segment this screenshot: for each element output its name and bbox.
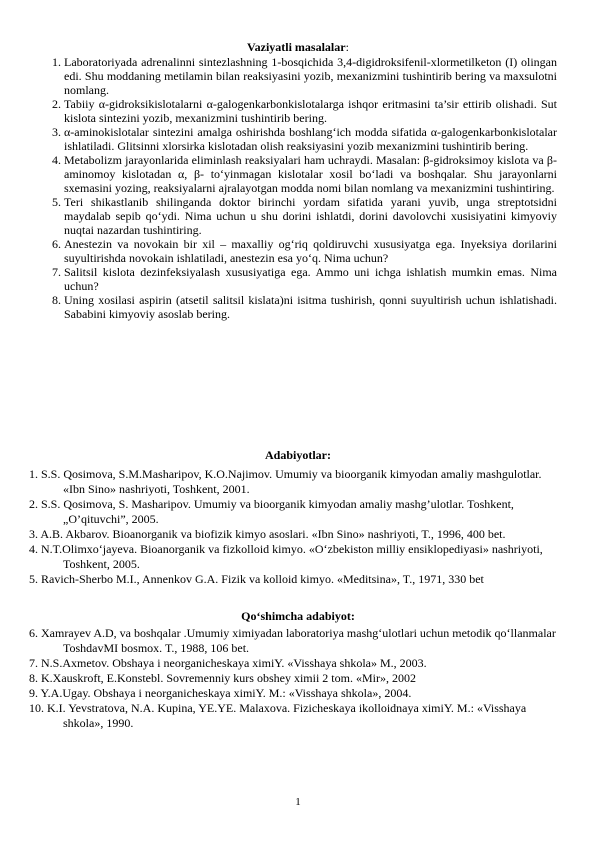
task-text: Anestezin va novokain bir xil – maxalliy og‘riq qoldiruvchi xususiyatga ega. Inyeksiya dorilarini suyultirishda novokain ishlatiladi, anestezin esa yo‘q. Nima uchun? bbox=[64, 237, 557, 265]
task-text: α-aminokislotalar sintezini amalga oshirishda boshlang‘ich modda sifatida α-galogenkarbonkislotalar ishlatiladi. Glitsinni xlorsirka kislotadan olish reaksiyasini yozib mexanizmini tushintirib bering. bbox=[64, 125, 557, 153]
extra-references-heading: Qo‘shimcha adabiyot: bbox=[241, 609, 355, 623]
task-text: Laboratoriyada adrenalinni sintezlashning 1-bosqichida 3,4-digidroksifenil-xlormetilketon (I) olingan edi. Shu moddaning metilamin bilan reaksiyasini yozib, mexanizmini tushintirib bering va maxsulotni nomlang. bbox=[64, 55, 557, 97]
tasks-heading-colon: : bbox=[345, 40, 349, 54]
references-heading: Adabiyotlar: bbox=[265, 448, 331, 462]
task-item bbox=[37, 293, 557, 321]
references-list bbox=[29, 467, 559, 587]
task-item bbox=[37, 265, 557, 293]
reference-item: 4. N.T.Olimxo‘jayeva. Bioanorganik va fizkolloid kimyo. «O‘zbekiston milliy ensiklopediyasi» nashriyoti, Toshkent, 2005. bbox=[29, 542, 543, 571]
task-text: Uning xosilasi aspirin (atsetil salitsil kislata)ni isitma tushirish, qonni suyultirish uchun ishlatishadi. Sababini kimyoviy asoslab bering. bbox=[64, 293, 557, 321]
task-text: Metabolizm jarayonlarida eliminlash reaksiyalari ham uchraydi. Masalan: β-gidroksimoy kislota va β-aminomoy kislotadan α, β- to‘yinmagan kislotalar xosil bo‘ladi va boshqalar. Shu jarayonlarni sxemasini yozing, reaksiyalarni ajralayotgan modda nomi bilan nomlang va mexanizmini tushintiring. bbox=[64, 153, 557, 195]
task-number: 8. bbox=[52, 293, 61, 307]
task-item bbox=[37, 97, 557, 125]
reference-item: 8. K.Xauskroft, E.Konstebl. Sovremenniy kurs obshey ximii 2 tom. «Mir», 2002 bbox=[29, 671, 416, 685]
reference-item: 5. Ravich-Sherbo M.I., Annenkov G.A. Fizik va kolloid kimyo. «Meditsina», T., 1971, 330 bet bbox=[29, 572, 484, 586]
task-item bbox=[37, 55, 557, 97]
reference-item: 2. S.S. Qosimova, S. Masharipov. Umumiy va bioorganik kimyodan amaliy mashg’ulotlar. Toshkent, „O’qituvchi”, 2005. bbox=[29, 497, 514, 526]
task-text: Teri shikastlanib shilinganda doktor birinchi yordam sifatida yarani yuvib, unga streptotsidni maydalab sepib qo‘ydi. Nima uchun u shu dorini ishlatdi, dorini davolovchi xusisiyatini kimyoviy nuqtai nazardan tushintiring. bbox=[64, 195, 557, 237]
task-number: 7. bbox=[52, 265, 61, 279]
reference-item: 9. Y.A.Ugay. Obshaya i neorganicheskaya ximiY. M.: «Visshaya shkola», 2004. bbox=[29, 686, 412, 700]
task-item bbox=[37, 153, 557, 195]
task-number: 4. bbox=[52, 153, 61, 167]
tasks-list bbox=[37, 55, 557, 321]
page-number: 1 bbox=[295, 796, 301, 808]
task-item bbox=[37, 195, 557, 237]
reference-item: 1. S.S. Qosimova, S.M.Masharipov, K.O.Najimov. Umumiy va bioorganik kimyodan amaliy mashgulotlar. «Ibn Sino» nashriyoti, Toshkent, 2001. bbox=[29, 467, 542, 496]
tasks-heading-text: Vaziyatli masalalar bbox=[247, 40, 346, 54]
reference-item: 7. N.S.Axmetov. Obshaya i neorganicheskaya ximiY. «Visshaya shkola» M., 2003. bbox=[29, 656, 427, 670]
extra-references-list bbox=[29, 626, 559, 731]
task-number: 5. bbox=[52, 195, 61, 209]
reference-item: 6. Xamrayev A.D, va boshqalar .Umumiy ximiyadan laboratoriya mashg‘ulotlari uchun metodik qo‘llanmalar ToshdavMI bosmox. T., 1988, 106 bet. bbox=[29, 626, 556, 655]
tasks-heading bbox=[0, 40, 596, 54]
reference-item: 10. K.I. Yevstratova, N.A. Kupina, YE.YE. Malaxova. Fizicheskaya ikolloidnaya ximiY. M.: «Visshaya shkola», 1990. bbox=[29, 701, 527, 730]
task-text: Tabiiy α-gidroksikislotalarni α-galogenkarbonkislotalarga ishqor eritmasini ta’sir ettirib olishadi. Sut kislota sintezini yozib, mexanizmini tushintirib bering. bbox=[64, 97, 557, 125]
task-item bbox=[37, 125, 557, 153]
task-item bbox=[37, 237, 557, 265]
task-number: 2. bbox=[52, 97, 61, 111]
task-text: Salitsil kislota dezinfeksiyalash xususiyatiga ega. Ammo uni ichga ishlatish mumkin emas. Nima uchun? bbox=[64, 265, 557, 293]
task-number: 6. bbox=[52, 237, 61, 251]
task-number: 3. bbox=[52, 125, 61, 139]
task-number: 1. bbox=[52, 55, 61, 69]
reference-item: 3. A.B. Akbarov. Bioanorganik va biofizik kimyo asoslari. «Ibn Sino» nashriyoti, T., 1996, 400 bet. bbox=[29, 527, 506, 541]
